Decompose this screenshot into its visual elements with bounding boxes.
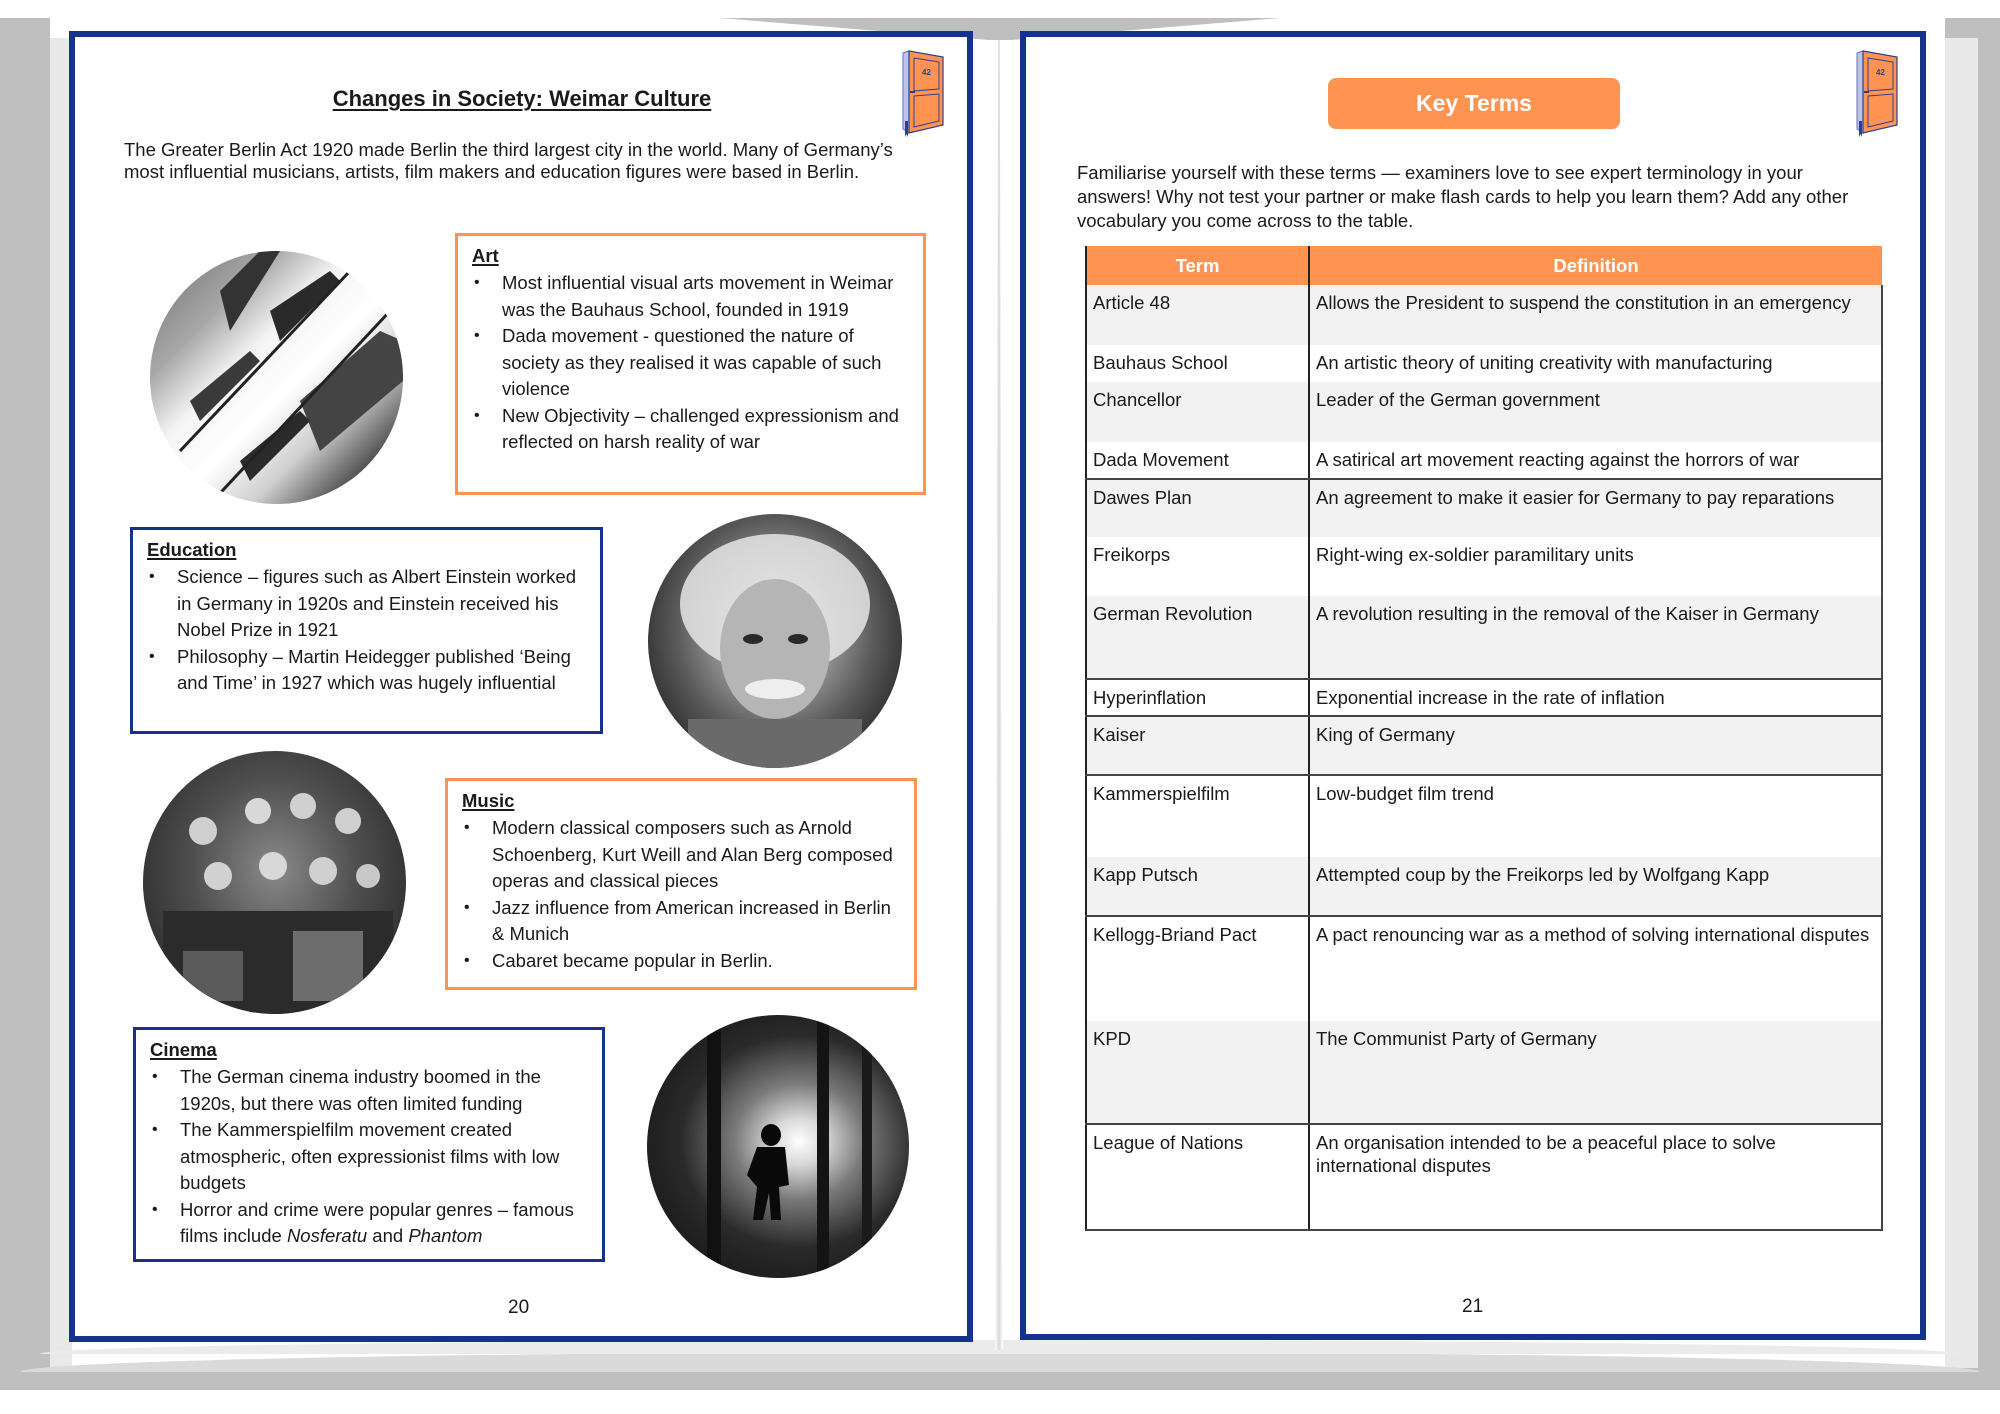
art-bullet: • Most influential visual arts movement in Weimar was the Bauhaus School, founded in 1919 (502, 270, 909, 323)
table-row (1086, 345, 1882, 382)
term-cell: Kellogg-Briand Pact (1086, 916, 1309, 1021)
term-cell: Article 48 (1086, 285, 1309, 345)
term-cell: Dawes Plan (1086, 479, 1309, 537)
table-row (1086, 1021, 1882, 1124)
table-row (1086, 916, 1882, 1021)
art-section (455, 233, 926, 495)
definition-cell: The Communist Party of Germany (1309, 1021, 1882, 1124)
table-row (1086, 775, 1882, 857)
definition-cell: King of Germany (1309, 716, 1882, 775)
book-pages-right (1945, 38, 1978, 1368)
page-number-right: 21 (1462, 1296, 1484, 1317)
cinema-bullet: • The Kammerspielfilm movement created atmospheric, often expressionist films with low budgets (180, 1117, 588, 1197)
door-icon (901, 49, 945, 137)
table-row (1086, 537, 1882, 596)
book-edge-left (0, 18, 50, 1390)
page-number-left: 20 (508, 1297, 530, 1318)
cinema-bullet-text: Horror and crime were popular genres – famous films include (180, 1198, 574, 1246)
definition-cell: An artistic theory of uniting creativity with manufacturing (1309, 345, 1882, 382)
term-cell: Freikorps (1086, 537, 1309, 596)
definition-cell: Low-budget film trend (1309, 775, 1882, 857)
education-section (130, 527, 603, 734)
definition-cell: An organisation intended to be a peaceful place to solve international disputes (1309, 1124, 1882, 1230)
book-spine (995, 40, 1003, 1350)
music-bullets (462, 815, 900, 974)
definition-cell: A pact renouncing war as a method of solving international disputes (1309, 916, 1882, 1021)
forest-silhouette-photo (647, 1015, 909, 1278)
term-cell: Dada Movement (1086, 442, 1309, 479)
table-row (1086, 857, 1882, 916)
cinema-bullet: • The German cinema industry boomed in the 1920s, but there was often limited funding (180, 1064, 588, 1117)
cinema-bullets (150, 1064, 588, 1250)
term-cell: German Revolution (1086, 596, 1309, 679)
art-bullet: • New Objectivity – challenged expressionism and reflected on harsh reality of war (502, 403, 909, 456)
svg-text:42: 42 (922, 68, 931, 77)
definition-cell: Leader of the German government (1309, 382, 1882, 442)
intro-paragraph: The Greater Berlin Act 1920 made Berlin the third largest city in the world. Many of Germany’s most influential musicians, artists, film makers and education figures were based in Berlin. (124, 139, 893, 182)
term-cell: Chancellor (1086, 382, 1309, 442)
term-cell: Kaiser (1086, 716, 1309, 775)
key-terms-heading: Key Terms (1328, 78, 1620, 129)
table-row (1086, 596, 1882, 679)
definition-cell: An agreement to make it easier for Germany to pay reparations (1309, 479, 1882, 537)
education-bullet: • Science – figures such as Albert Einstein worked in Germany in 1920s and Einstein received his Nobel Prize in 1921 (177, 564, 586, 644)
music-bullet: • Cabaret became popular in Berlin. (492, 948, 900, 975)
bauhaus-architecture-photo (150, 251, 403, 504)
table-row (1086, 716, 1882, 775)
education-bullet: • Philosophy – Martin Heidegger published ‘Being and Time’ in 1927 which was hugely influential (177, 644, 586, 697)
music-bullet: • Jazz influence from American increased in Berlin & Munich (492, 895, 900, 948)
table-row (1086, 679, 1882, 716)
term-cell: League of Nations (1086, 1124, 1309, 1230)
table-row (1086, 442, 1882, 479)
music-bullet: • Modern classical composers such as Arnold Schoenberg, Kurt Weill and Alan Berg composed operas and classical pieces (492, 815, 900, 895)
svg-text:42: 42 (1876, 68, 1885, 77)
definition-cell: Exponential increase in the rate of inflation (1309, 679, 1882, 716)
column-header-term: Term (1086, 246, 1309, 285)
definition-cell: Right-wing ex-soldier paramilitary units (1309, 537, 1882, 596)
column-header-definition: Definition (1309, 246, 1882, 285)
definition-cell: Allows the President to suspend the constitution in an emergency (1309, 285, 1882, 345)
term-cell: Hyperinflation (1086, 679, 1309, 716)
page-title: Changes in Society: Weimar Culture (332, 86, 712, 111)
term-cell: Kapp Putsch (1086, 857, 1309, 916)
table-row (1086, 479, 1882, 537)
table-row (1086, 382, 1882, 442)
definition-cell: A satirical art movement reacting against the horrors of war (1309, 442, 1882, 479)
definition-cell: Attempted coup by the Freikorps led by Wolfgang Kapp (1309, 857, 1882, 916)
term-cell: Kammerspielfilm (1086, 775, 1309, 857)
key-terms-intro: Familiarise yourself with these terms — examiners love to see expert terminology in your answers! Why not test your partner or make flash cards to help you learn them? Add any other vocabulary you come across to the table. (1077, 162, 1849, 231)
table-row (1086, 285, 1882, 345)
film-title-nosferatu: Nosferatu (286, 1225, 368, 1246)
table-header-row (1086, 246, 1882, 285)
door-icon (1855, 49, 1899, 137)
art-bullet: • Dada movement - questioned the nature of society as they realised it was capable of such violence (502, 323, 909, 403)
table-row (1086, 1124, 1882, 1230)
term-cell: KPD (1086, 1021, 1309, 1124)
book-edge-bottom (0, 1370, 2000, 1390)
key-terms-table (1085, 246, 1883, 1231)
einstein-portrait-photo (648, 514, 902, 768)
cinema-section (133, 1027, 605, 1262)
film-title-phantom: Phantom (408, 1225, 483, 1246)
cinema-bullet (180, 1197, 588, 1250)
art-heading: Art (472, 245, 499, 266)
jazz-cabaret-group-photo (143, 751, 406, 1014)
education-bullets (147, 564, 586, 697)
music-section (445, 778, 917, 990)
music-heading: Music (462, 790, 515, 811)
art-bullets (472, 270, 909, 456)
cinema-heading: Cinema (150, 1039, 217, 1060)
term-cell: Bauhaus School (1086, 345, 1309, 382)
cinema-bullet-joiner: and (367, 1225, 409, 1246)
book-pages-bottom (20, 1352, 1980, 1372)
definition-cell: A revolution resulting in the removal of the Kaiser in Germany (1309, 596, 1882, 679)
education-heading: Education (147, 539, 237, 560)
